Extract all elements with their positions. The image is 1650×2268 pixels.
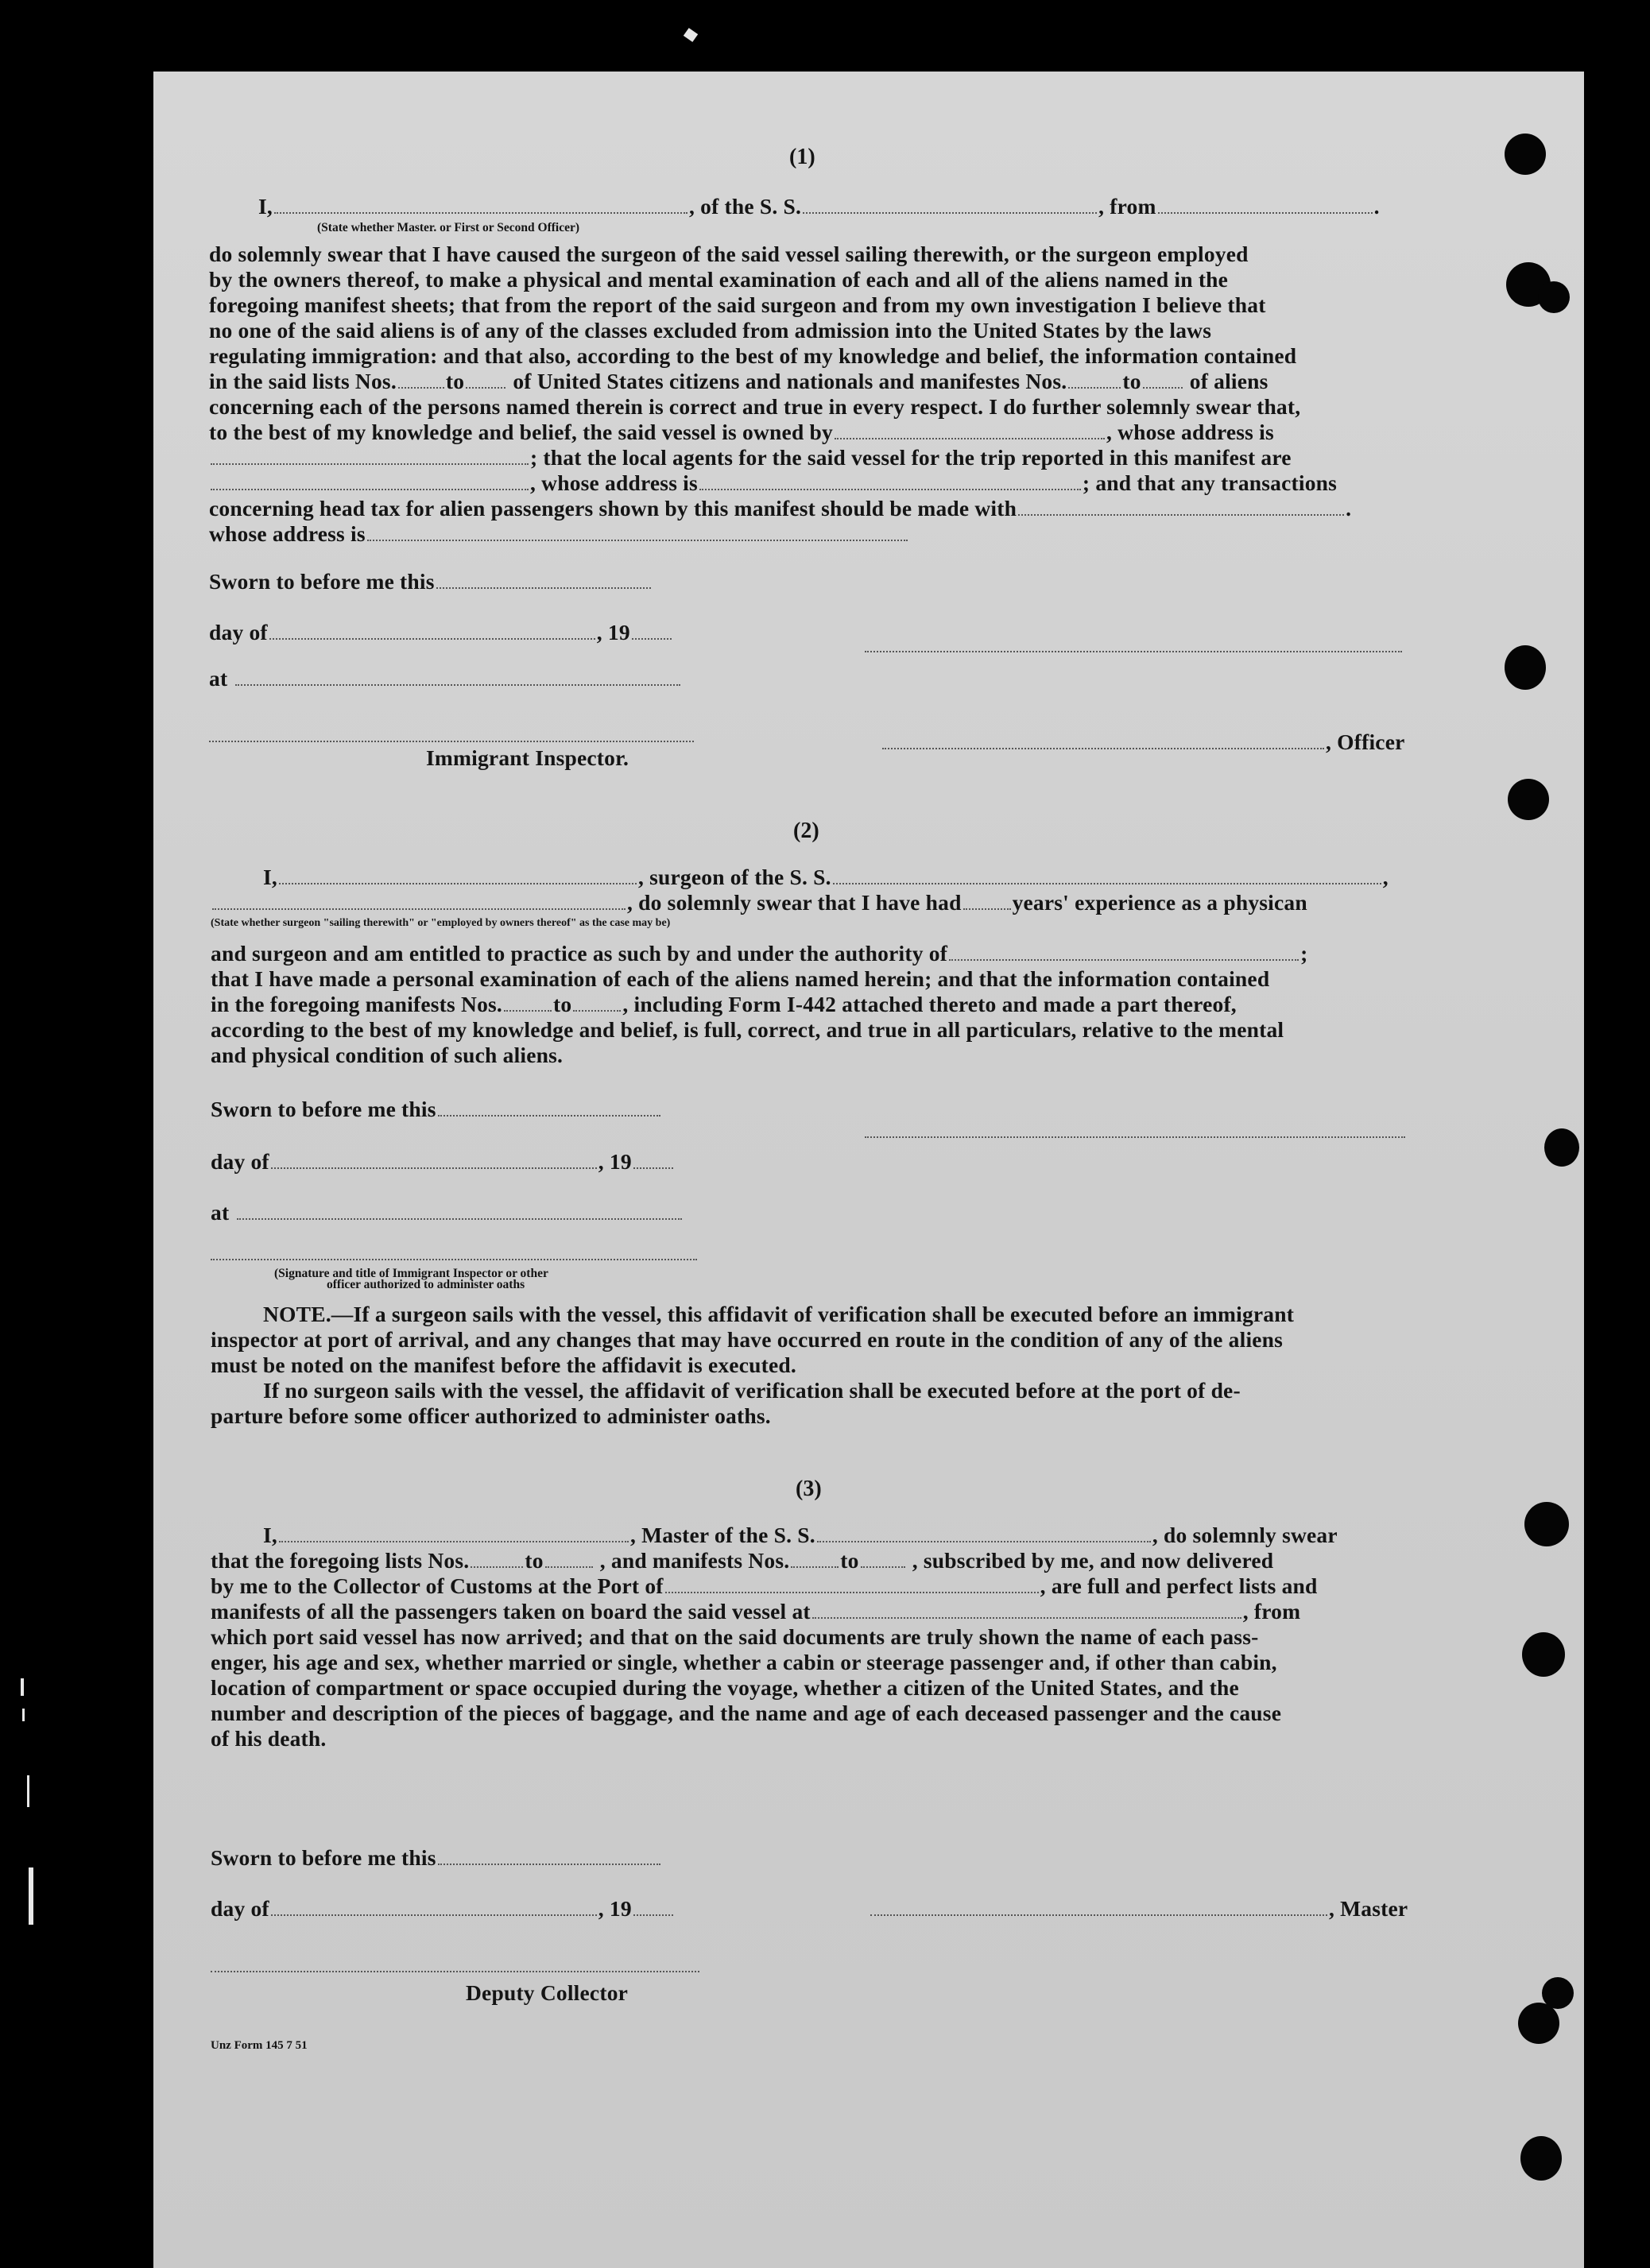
section-3-number: (3) bbox=[796, 1477, 822, 1501]
punch-hole bbox=[1524, 1502, 1569, 1546]
section-1-number: (1) bbox=[789, 145, 815, 169]
s1-day-of: day of , 19 bbox=[209, 620, 673, 645]
s2-sworn: Sworn to before me this bbox=[211, 1097, 662, 1122]
form-page: (1) I, , of the S. S. , from . (State whether Master. or First or Second Officer) do solemnly swear that I have caused the surgeon of the said vessel sailing therewith, or the surgeon employed by the owners thereof, to make a physical and mental examination of each and all of the aliens named in the foregoing manifest sheets; that from the report of the said surgeon and from my own investigation I believe that no one of the said aliens is of any of the classes excluded from admission into the United States by the laws regulating immigration: and that also, according to the best of my knowledge and belief, the information contained in the said lists Nos. to of United States citizens and nationals and manifestes Nos. to of aliens concerning each of the persons named therein is correct and true in every respect. I do further solemnly swear that, to the best of my knowledge and belief, the said vessel is owned by , whose address is ; that the local agents for the said vessel for the trip reported in this manifest are , whose address is ; and that any transactions concerning head tax for alien passengers shown by this manifest should be made with . whose address is Sworn to before me this day of , 19 at , Officer Immigrant Inspector. (2) I, , surgeon of the S. S. , , do solemnly swear that I have had years' experience as a physican (State whether surgeon "sailing therewith" or "employed by owners thereof" as the case may be) and surgeon and am entitled to practice as such by and under the authority of ; that I have made a personal examination of each of the aliens named herein; and that the information contained in the foregoing manifests Nos. to , including Form I-442 attached thereto and made a part thereof, according to the best of my knowledge and belief, is full, correct, and true in all particulars, relative to the mental and physical condition of such aliens. Sworn to before me this day of , 19 at (Signature and title of Immigrant Inspector or other officer authorized to administer oaths NOTE.—If a surgeon sails with the vessel, this affidavit of verification shall be executed before an immigrant inspector at port of arrival, and any changes that may have occurred en route in the condition of any of the aliens must be noted on the manifest before the affidavit is executed. If no surgeon sails with the vessel, the affidavit of verification shall be executed before at the port of de- parture before some officer authorized to administer oaths. (3) I, , Master of the S. S. , do solemnly swear that the foregoing lists Nos. to , and manifests Nos. to , subscribed by me, and now delivered by me to the Collector of Customs at the Port of , are full and perfect lists and manifests of all the passengers taken on board the said vessel at , from which port said vessel has now arrived; and that on the said documents are truly shown the name of each pass- enger, his age and sex, whether married or single, whether a cabin or steerage passenger and, if other than cabin, location of compartment or space occupied during the voyage, whether a citizen of the United States, and the number and description of the pieces of baggage, and the name and age of each deceased passenger and the cause of his death. Sworn to before me this day of , 19 , Master Deputy Collector Unz Form 145 7 51 bbox=[153, 72, 1584, 2268]
punch-hole bbox=[1522, 1632, 1565, 1677]
form-number: Unz Form 145 7 51 bbox=[211, 2039, 308, 2052]
s3-line-1: I, , Master of the S. S. , do solemnly swear bbox=[263, 1523, 1338, 1547]
s1-officer: , Officer bbox=[881, 730, 1405, 755]
s1-line-1: I, , of the S. S. , from . bbox=[258, 194, 1380, 219]
s3-deputy-collector: Deputy Collector bbox=[466, 1980, 629, 2005]
punch-hole bbox=[1505, 134, 1546, 175]
s1-immigrant-inspector: Immigrant Inspector. bbox=[426, 745, 629, 770]
punch-hole bbox=[1544, 1128, 1579, 1167]
s2-line-2: , do solemnly swear that I have had years' experience as a physican bbox=[211, 890, 1307, 915]
s2-at: at bbox=[211, 1200, 684, 1225]
scan-artifact bbox=[29, 1867, 33, 1925]
s2-signature-note-2: officer authorized to administer oaths bbox=[327, 1278, 525, 1291]
s2-signature-note-1: (Signature and title of Immigrant Inspector or other bbox=[274, 1267, 548, 1280]
s1-at: at bbox=[209, 666, 682, 691]
scan-artifact bbox=[22, 1709, 25, 1721]
punch-hole bbox=[1508, 779, 1549, 820]
punch-hole bbox=[1518, 2003, 1559, 2044]
punch-hole bbox=[1520, 2136, 1562, 2181]
punch-hole bbox=[1538, 281, 1570, 313]
s2-day-of: day of , 19 bbox=[211, 1149, 675, 1175]
s3-sworn: Sworn to before me this bbox=[211, 1845, 662, 1871]
punch-hole bbox=[1505, 645, 1546, 690]
s1-sworn: Sworn to before me this bbox=[209, 569, 653, 594]
s2-surgeon-note: (State whether surgeon "sailing therewith" or "employed by owners thereof" as the case may be) bbox=[211, 917, 671, 929]
s2-line-1: I, , surgeon of the S. S. , bbox=[263, 865, 1389, 889]
s3-master: , Master bbox=[869, 1896, 1408, 1922]
s1-line-nos: in the said lists Nos. to of United States citizens and nationals and manifestes Nos. to of aliens bbox=[209, 369, 1268, 393]
s1-officer-note: (State whether Master. or First or Second Officer) bbox=[317, 221, 580, 234]
section-2-number: (2) bbox=[793, 819, 819, 843]
punch-hole bbox=[1542, 1977, 1574, 2009]
scan-artifact bbox=[684, 28, 698, 42]
scan-artifact bbox=[21, 1678, 24, 1696]
s3-day-of: day of , 19 bbox=[211, 1896, 675, 1922]
scan-artifact bbox=[27, 1775, 29, 1807]
